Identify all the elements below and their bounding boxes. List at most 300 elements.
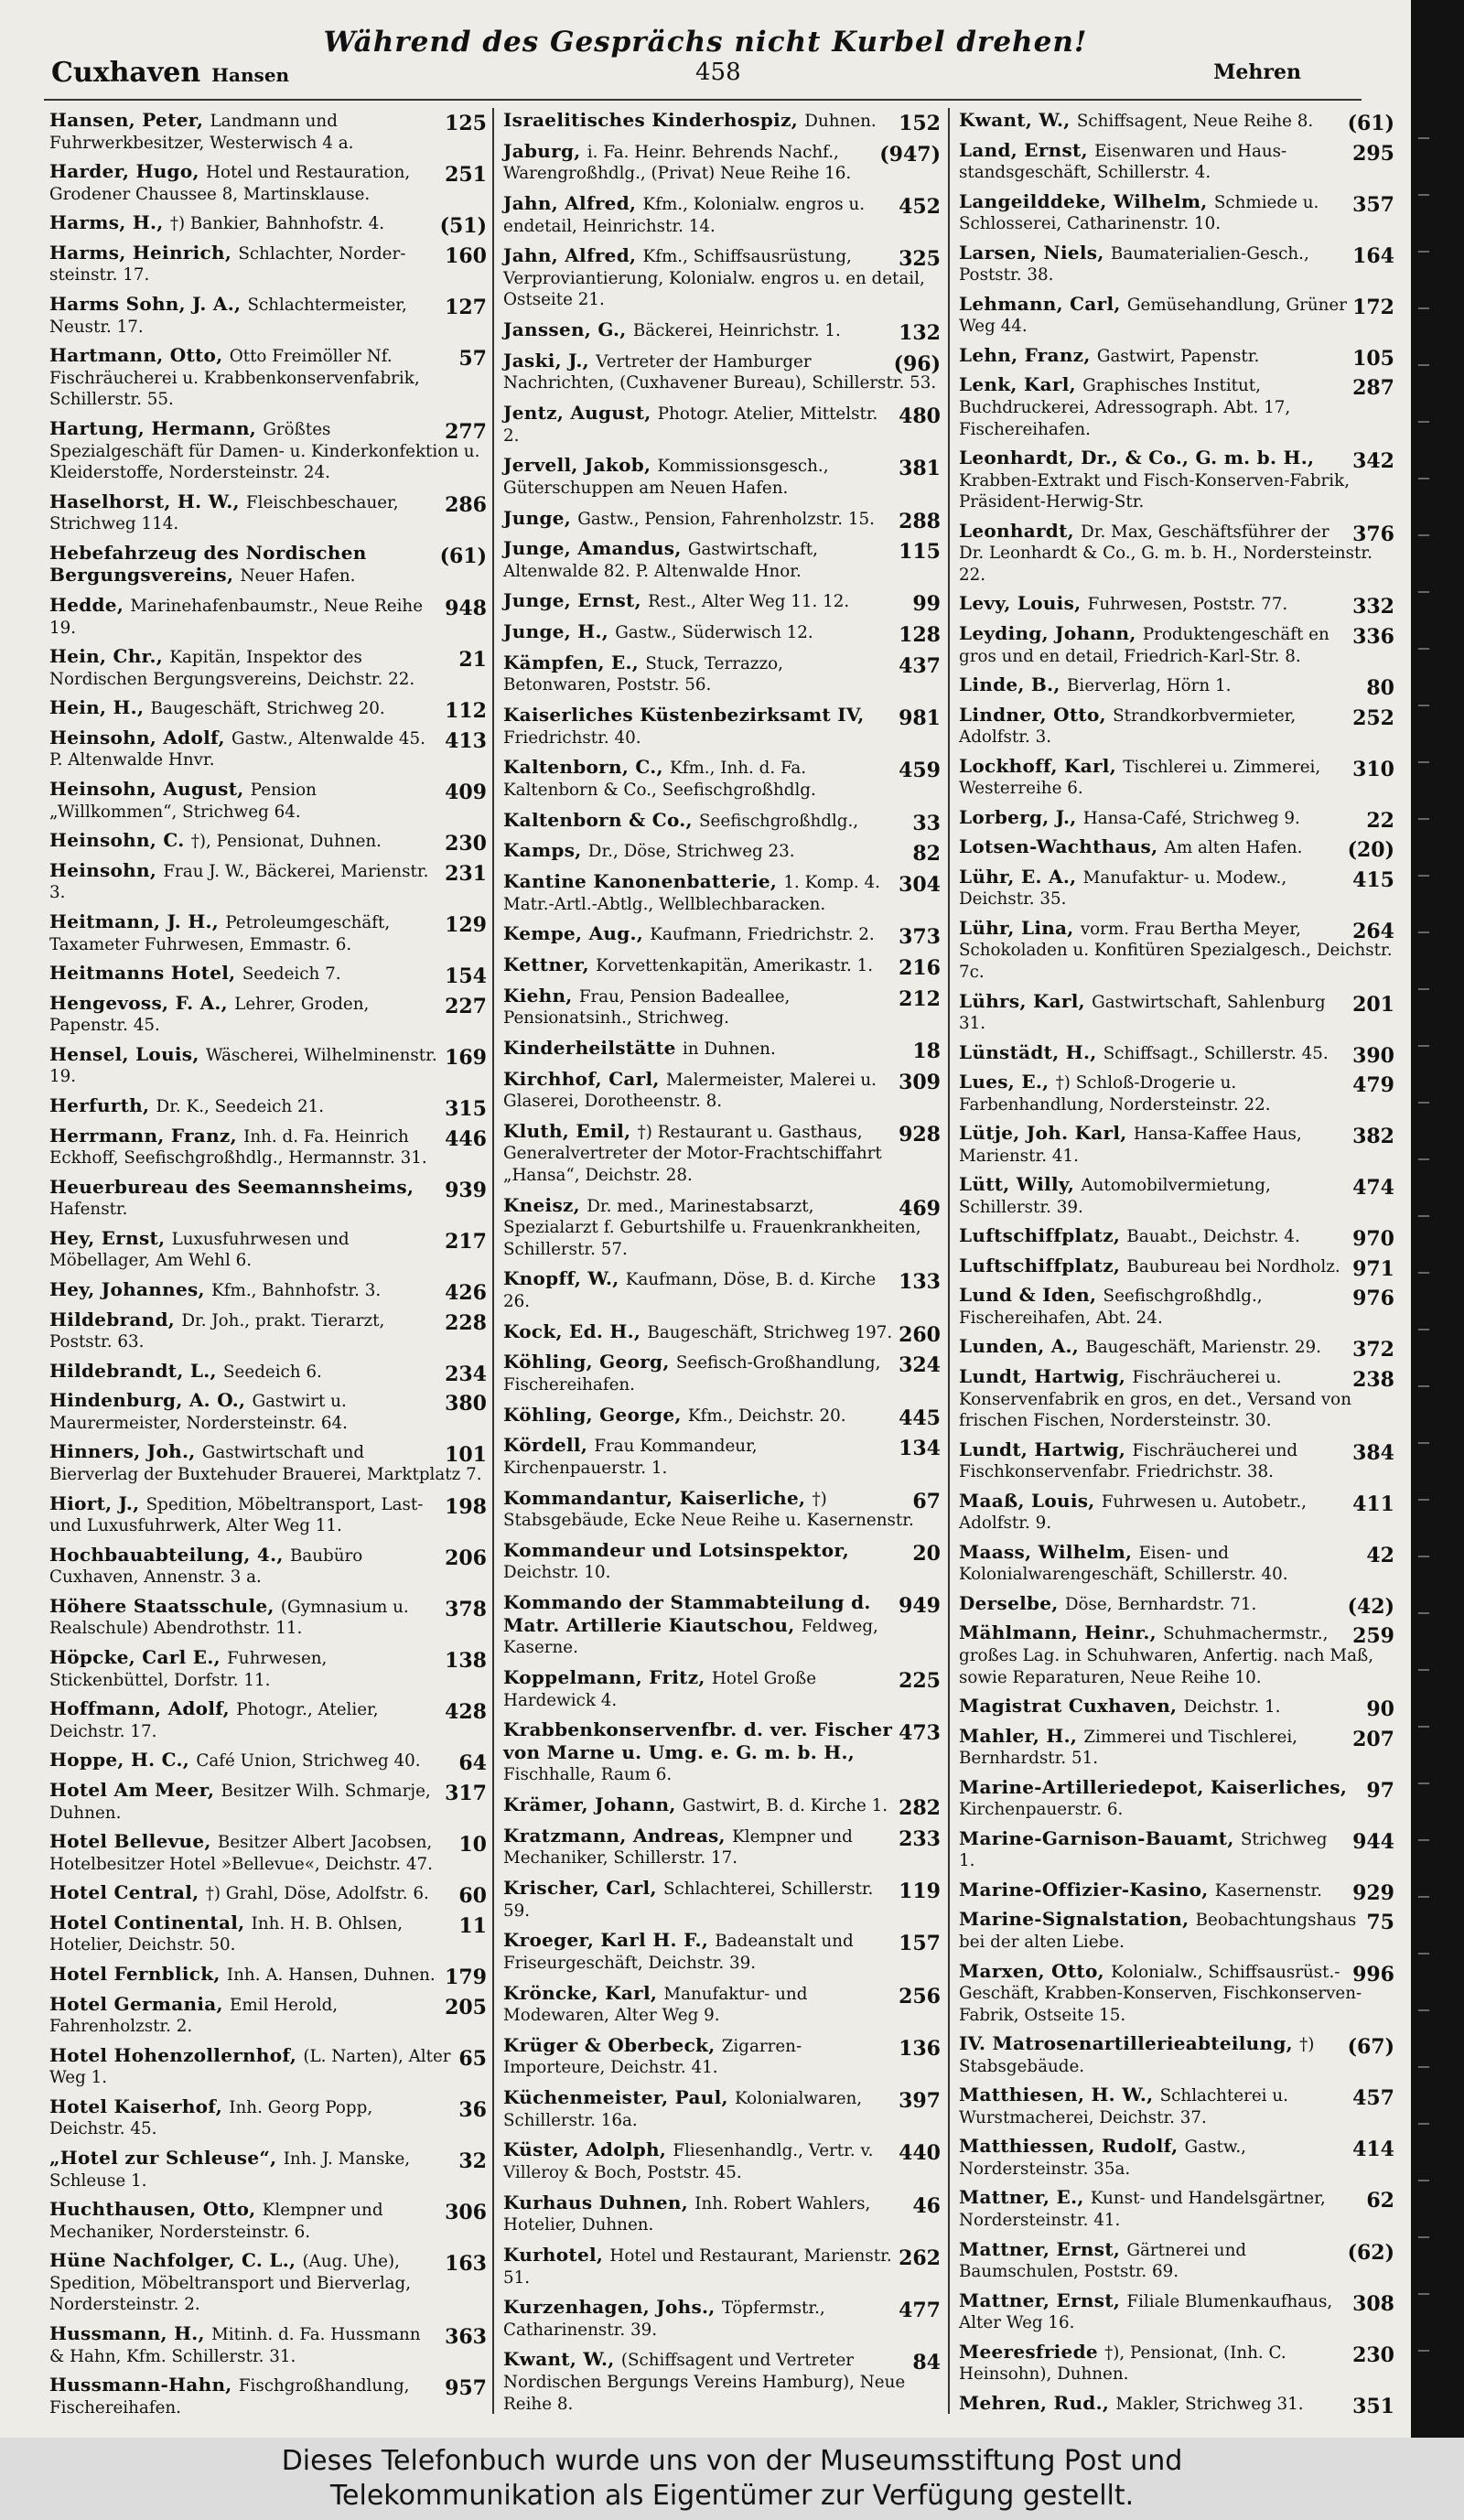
- entry-name: IV. Matrosenartillerieabteilung,: [959, 2032, 1300, 2055]
- phone-number: 227: [445, 994, 487, 1018]
- phone-number: 11: [458, 1913, 487, 1938]
- directory-entry: [49, 294, 487, 339]
- entry-name: Lundt, Hartwig,: [959, 1364, 1133, 1387]
- entry-name: Maass, Wilhelm,: [959, 1540, 1139, 1563]
- directory-entry: [503, 1268, 941, 1313]
- phone-number: 62: [1366, 2189, 1394, 2213]
- directory-entry: [959, 1491, 1394, 1535]
- entry-details: Filiale Blumenkaufhaus, Alter Weg 16.: [959, 2291, 1333, 2333]
- entry-name: Langeilddeke, Wilhelm,: [959, 189, 1214, 212]
- entry-details: Schuhmachermstr., großes Lag. in Schuhwaren, Anfertig. nach Maß, sowie Reparaturen, Neue Reihe 10.: [959, 1624, 1374, 1687]
- entry-name: Hebefahrzeug des Nordischen Bergungsvereins,: [49, 541, 367, 587]
- phone-number: 90: [1366, 1697, 1394, 1722]
- entry-name: Kämpfen, E.,: [503, 651, 646, 673]
- entry-name: Jentz, August,: [503, 402, 658, 424]
- directory-entry: [49, 1279, 487, 1303]
- directory-entry: [959, 1439, 1394, 1484]
- phone-number: 948: [445, 597, 487, 620]
- entry-details: Café Union, Strichweg 40.: [196, 1751, 421, 1772]
- directory-entry: [959, 2136, 1394, 2181]
- phone-number: 414: [1352, 2138, 1394, 2162]
- entry-details: Gastw., Süderwisch 12.: [615, 623, 813, 643]
- directory-entry: [959, 1828, 1394, 1873]
- edge-mark: [1418, 1442, 1429, 1444]
- directory-entry: [959, 2393, 1394, 2417]
- entry-name: Mählmann, Heinr.,: [959, 1621, 1164, 1644]
- entry-name: Kneisz,: [503, 1193, 587, 1216]
- entry-details: Inh. A. Hansen, Duhnen.: [226, 1965, 436, 1985]
- edge-mark: [1418, 1839, 1429, 1841]
- directory-entry: [503, 2192, 941, 2237]
- entry-name: Krüger & Oberbeck,: [503, 2033, 722, 2056]
- phone-number: 437: [899, 653, 941, 678]
- entry-details: Schmiede u. Schlosserei, Catharinenstr. 10.: [959, 192, 1319, 234]
- directory-entry: [503, 1667, 941, 1712]
- entry-details: Besitzer Wilh. Schmarje, Duhnen.: [49, 1781, 431, 1823]
- entry-name: Hotel Continental,: [49, 1911, 252, 1933]
- phone-number: 138: [445, 1649, 487, 1674]
- edge-mark: [1418, 2236, 1429, 2238]
- directory-entry: [49, 211, 487, 239]
- entry-details: Bierverlag, Hörn 1.: [1066, 676, 1232, 696]
- directory-entry: [49, 1831, 487, 1876]
- entry-name: Heinsohn, C.: [49, 829, 191, 852]
- phone-number: 445: [899, 1405, 941, 1430]
- entry-details: Kasernenstr.: [1214, 1880, 1322, 1901]
- entry-name: Hinners, Joh.,: [49, 1440, 202, 1463]
- entry-details: Inh. H. B. Ohlsen, Hotelier, Deichstr. 50.: [49, 1913, 404, 1955]
- entry-details: Fischräucherei und Fischkonservenfabr. Friedrichstr. 38.: [959, 1440, 1298, 1482]
- directory-entry: [49, 2375, 487, 2419]
- directory-entry: [503, 538, 941, 583]
- directory-entry: [959, 2290, 1394, 2335]
- phone-number: 282: [899, 1796, 941, 1821]
- phone-number: 309: [899, 1070, 941, 1094]
- entry-name: Kommandeur und Lotsinspektor,: [503, 1538, 850, 1561]
- entry-details: Hansa-Café, Strichweg 9.: [1082, 808, 1300, 828]
- directory-entry: [49, 696, 487, 724]
- entry-name: Mahler, H.,: [959, 1724, 1084, 1747]
- directory-entry: [503, 839, 941, 867]
- entry-name: Jaburg,: [503, 139, 587, 162]
- phone-number: 230: [1352, 2342, 1394, 2367]
- directory-entry: [959, 991, 1394, 1036]
- entry-name: Hildebrand,: [49, 1308, 182, 1330]
- entry-name: Lues, E.,: [959, 1071, 1056, 1093]
- directory-entry: [959, 1123, 1394, 1168]
- phone-number: 212: [899, 986, 941, 1011]
- edge-mark: [1418, 875, 1429, 877]
- phone-number: 981: [899, 706, 941, 731]
- phone-number: (42): [1347, 1594, 1394, 1619]
- directory-entry: [49, 2250, 487, 2317]
- directory-entry: [503, 1540, 941, 1585]
- entry-name: Hotel Kaiserhof,: [49, 2095, 230, 2117]
- phone-number: 363: [445, 2325, 487, 2350]
- directory-entry: [503, 1321, 941, 1345]
- phone-number: 160: [445, 243, 487, 268]
- phone-number: 84: [912, 2351, 941, 2375]
- directory-entry: [959, 1072, 1394, 1116]
- edge-mark: [1418, 1782, 1429, 1784]
- entry-name: Larsen, Niels,: [959, 241, 1111, 264]
- entry-name: Luftschiffplatz,: [959, 1254, 1127, 1276]
- entry-details: Otto Freimöller Nf. Fischräucherei u. Krabbenkonservenfabrik, Schillerstr. 55.: [49, 347, 420, 410]
- entry-details: Kfm., Kolonialw. engros u. endetail, Heinrichstr. 14.: [503, 194, 866, 236]
- directory-entry: [959, 1726, 1394, 1771]
- entry-details: Größtes Spezialgeschäft für Damen- u. Kinderkonfektion u. Kleiderstoffe, Nordersteinstr. 24.: [49, 419, 480, 483]
- entry-details: Eisen- und Kolonialwarengeschäft, Schillerstr. 40.: [959, 1543, 1288, 1585]
- phone-number: 164: [1352, 243, 1394, 268]
- entry-name: Hotel Germania,: [49, 1992, 231, 2015]
- entry-details: Automobilvermietung, Schillerstr. 39.: [959, 1176, 1271, 1217]
- entry-details: Feldweg, Kaserne.: [503, 1616, 878, 1658]
- entry-details: Fischhalle, Raum 6.: [503, 1765, 673, 1785]
- entry-details: Kfm., Inh. d. Fa. Kaltenborn & Co., Seefischgroßhdlg.: [503, 759, 816, 800]
- edge-mark: [1418, 534, 1429, 536]
- column-2: [503, 110, 941, 2425]
- entry-details: †) Schloß-Drogerie u. Farbenhandlung, Nordersteinstr. 22.: [959, 1073, 1271, 1115]
- phone-number: 308: [1352, 2291, 1394, 2316]
- from-name: Hansen: [211, 64, 290, 86]
- entry-details: Kolonialwaren, Schillerstr. 16a.: [503, 2089, 863, 2130]
- directory-entry: [49, 242, 487, 287]
- entry-details: Strichweg 1.: [959, 1829, 1328, 1871]
- phone-number: 939: [445, 1178, 487, 1202]
- directory-entry: [49, 1044, 487, 1089]
- entry-details: Hansa-Kaffee Haus, Marienstr. 41.: [959, 1125, 1302, 1166]
- entry-details: Wäscherei, Wilhelminenstr. 19.: [49, 1045, 437, 1087]
- edge-mark: [1418, 2009, 1429, 2011]
- entry-details: †) Restaurant u. Gasthaus, Generalvertreter der Motor-Frachtschiffahrt „Hansa“, Deichstr. 28.: [503, 1122, 882, 1185]
- entry-name: Krabbenkonservenfbr. d. ver. Fischer von Marne u. Umg. e. G. m. b. H.,: [503, 1718, 893, 1763]
- entry-details: Baumaterialien-Gesch., Poststr. 38.: [959, 243, 1309, 285]
- phone-number: 42: [1366, 1543, 1394, 1567]
- directory-entry: [959, 623, 1394, 668]
- phone-number: 172: [1352, 295, 1394, 319]
- directory-entry: [959, 294, 1394, 339]
- directory-entry: [49, 2096, 487, 2141]
- entry-name: Küster, Adolph,: [503, 2138, 673, 2161]
- edge-mark: [1418, 2180, 1429, 2181]
- phone-number: 57: [458, 347, 487, 372]
- directory-entry: [49, 1749, 487, 1776]
- page-number: 458: [695, 59, 741, 86]
- entry-details: Baubüro Cuxhaven, Annenstr. 3 a.: [49, 1545, 363, 1588]
- phone-number: 380: [445, 1392, 487, 1416]
- directory-entry: [959, 1909, 1394, 1954]
- phone-number: 264: [1352, 919, 1394, 943]
- phone-number: 251: [445, 163, 487, 188]
- entry-name: Heinsohn, August,: [49, 778, 251, 801]
- directory-entry: [49, 2148, 487, 2192]
- directory-entry: [49, 491, 487, 536]
- directory-entry: [503, 1405, 941, 1428]
- entry-details: Zigarren-Importeure, Deichstr. 41.: [503, 2036, 802, 2078]
- edge-mark: [1418, 1612, 1429, 1614]
- entry-details: Gastwirt u. Maurermeister, Nordersteinstr. 64.: [49, 1392, 348, 1433]
- phone-number: 198: [445, 1494, 487, 1519]
- phone-number: 105: [1352, 346, 1394, 371]
- phone-number: 332: [1352, 595, 1394, 619]
- entry-details: (Aug. Uhe), Spedition, Möbeltransport und Bierverlag, Nordersteinstr. 2.: [49, 2252, 412, 2315]
- edge-mark: [1418, 761, 1429, 763]
- phone-number: 99: [912, 592, 941, 617]
- entry-details: Deichstr. 1.: [1183, 1697, 1281, 1718]
- entry-name: Lenk, Karl,: [959, 373, 1083, 396]
- directory-entry: [959, 2033, 1394, 2078]
- phone-number: 452: [899, 194, 941, 219]
- phone-number: 286: [445, 492, 487, 517]
- directory-entry: [49, 2323, 487, 2368]
- phone-number: 33: [912, 811, 941, 835]
- entry-name: Junge,: [503, 506, 578, 529]
- phone-number: 324: [899, 1353, 941, 1378]
- entry-details: Fuhrwesen, Stickenbüttel, Dorfstr. 11.: [49, 1649, 328, 1690]
- directory-entry: [503, 871, 941, 916]
- entry-name: Hein, H.,: [49, 696, 151, 719]
- entry-details: Malermeister, Malerei u. Glaserei, Dorotheenstr. 8.: [503, 1070, 877, 1112]
- entry-details: Lehrer, Groden, Papenstr. 45.: [49, 994, 370, 1036]
- directory-entry: [503, 1038, 941, 1061]
- phone-number: 304: [899, 872, 941, 897]
- entry-details: Hotel Große Hardewick 4.: [503, 1669, 817, 1710]
- entry-name: Hoffmann, Adolf,: [49, 1697, 237, 1720]
- entry-details: Schiffsagt., Schillerstr. 45.: [1103, 1043, 1329, 1063]
- entry-details: Kfm., Bahnhofstr. 3.: [211, 1280, 382, 1300]
- directory-entry: [959, 191, 1394, 236]
- entry-details: Marinehafenbaumstr., Neue Reihe 19.: [49, 597, 424, 638]
- directory-entry: [503, 954, 941, 978]
- entry-details: Luxusfuhrwesen und Möbellager, Am Wehl 6.: [49, 1229, 350, 1271]
- entry-name: Herfurth,: [49, 1093, 156, 1116]
- directory-entry: [49, 161, 487, 206]
- directory-entry: [503, 110, 941, 134]
- entry-name: Lünstädt, H.,: [959, 1040, 1103, 1063]
- directory-entry: [959, 521, 1394, 587]
- directory-entry: [959, 2239, 1394, 2284]
- entry-details: Baubureau bei Nordholz.: [1126, 1256, 1340, 1276]
- directory-entry: [503, 193, 941, 238]
- entry-details: †) Stabsgebäude, Ecke Neue Reihe u. Kasernenstr.: [503, 1489, 914, 1531]
- entry-details: Am alten Hafen.: [1164, 838, 1303, 858]
- entry-name: Janssen, G.,: [503, 318, 633, 341]
- entry-details: Gärtnerei und Baumschulen, Poststr. 69.: [959, 2240, 1247, 2282]
- phone-number: 225: [899, 1669, 941, 1694]
- entry-details: †) Stabsgebäude.: [959, 2035, 1315, 2076]
- entry-details: †), Pensionat, (Inh. C. Heinsohn), Duhnen.: [959, 2342, 1286, 2385]
- entry-name: Magistrat Cuxhaven,: [959, 1695, 1184, 1718]
- phone-number: 97: [1366, 1778, 1394, 1803]
- column-divider: [948, 108, 950, 2414]
- entry-details: Deichstr. 10.: [503, 1563, 611, 1583]
- entry-details: Badeanstalt und Friseurgeschäft, Deichstr. 39.: [503, 1932, 854, 1973]
- phone-number: 473: [899, 1721, 941, 1746]
- directory-entry: [959, 1366, 1394, 1433]
- phone-number: 234: [445, 1362, 487, 1386]
- directory-entry: [49, 1309, 487, 1354]
- directory-entry: [503, 1592, 941, 1660]
- phone-number: 157: [899, 1932, 941, 1956]
- phone-number: 228: [445, 1310, 487, 1335]
- directory-entry: [503, 1930, 941, 1975]
- entry-details: Strandkorbvermieter, Adolfstr. 3.: [959, 705, 1297, 748]
- entry-name: Köhling, Georg,: [503, 1351, 676, 1373]
- directory-entry: [959, 673, 1394, 701]
- entry-details: †) Grahl, Döse, Adolfstr. 6.: [205, 1884, 429, 1904]
- entry-name: Lotsen-Wachthaus,: [959, 835, 1165, 858]
- entry-details: Kunst- und Handelsgärtner, Nordersteinstr. 41.: [959, 2189, 1326, 2231]
- entry-details: (L. Narten), Alter Weg 1.: [49, 2046, 451, 2088]
- directory-entry: [49, 1441, 487, 1486]
- directory-entry: [503, 1983, 941, 2028]
- phone-number: 976: [1352, 1287, 1394, 1311]
- phone-number: 288: [899, 509, 941, 533]
- entry-name: Kratzmann, Andreas,: [503, 1824, 733, 1847]
- phone-number: 216: [899, 955, 941, 980]
- entry-details: Gastw., Pension, Fahrenholzstr. 15.: [577, 509, 875, 529]
- phone-number: 397: [899, 2089, 941, 2114]
- entry-details: Gastwirt, B. d. Kirche 1.: [682, 1796, 888, 1816]
- directory-entry: [959, 807, 1394, 831]
- entry-details: Pension „Willkommen“, Strichweg 64.: [49, 781, 317, 822]
- edge-mark: [1418, 2123, 1429, 2125]
- entry-name: Junge, Amandus,: [503, 537, 688, 560]
- entry-details: Döse, Bernhardstr. 71.: [1064, 1594, 1257, 1614]
- directory-entry: [49, 1493, 487, 1538]
- entry-name: Lehmann, Carl,: [959, 292, 1127, 315]
- directory-entry: [959, 918, 1394, 985]
- entry-details: Kapitän, Inspektor des Nordischen Bergungsvereins, Deichstr. 22.: [49, 648, 415, 689]
- entry-details: Manufaktur- u. Modew., Deichstr. 35.: [959, 867, 1287, 910]
- edge-mark: [1418, 1669, 1429, 1671]
- directory-entry: [959, 374, 1394, 441]
- phone-number: 477: [899, 2299, 941, 2323]
- phone-number: 152: [899, 112, 941, 135]
- phone-number: 996: [1352, 1962, 1394, 1987]
- entry-details: Seedeich 7.: [242, 964, 341, 985]
- entry-name: Hotel Am Meer,: [49, 1778, 221, 1801]
- directory-entry: [49, 860, 487, 905]
- phone-number: 277: [445, 419, 487, 444]
- entry-details: Inh. Robert Wahlers, Hotelier, Duhnen.: [503, 2193, 871, 2235]
- entry-name: Hochbauabteilung, 4.,: [49, 1543, 290, 1566]
- entry-name: Lührs, Karl,: [959, 989, 1093, 1012]
- entry-details: Frau Kommandeur, Kirchenpauerstr. 1.: [503, 1437, 758, 1478]
- entry-name: Levy, Louis,: [959, 592, 1088, 615]
- entry-name: Hussmann, H.,: [49, 2322, 212, 2345]
- entry-name: Lundt, Hartwig,: [959, 1438, 1133, 1460]
- directory-entry: [49, 911, 487, 956]
- entry-details: Frau, Pension Badeallee, Pensionatsinh., Strichweg.: [503, 986, 791, 1028]
- edge-mark: [1418, 1556, 1429, 1557]
- entry-name: Kwant, W.,: [503, 2348, 621, 2371]
- edge-mark: [1418, 2293, 1429, 2295]
- entry-name: Hotel Hohenzollernhof,: [49, 2043, 304, 2066]
- directory-entry: [49, 595, 487, 640]
- phone-number: 136: [899, 2036, 941, 2061]
- entry-name: Leonhardt,: [959, 519, 1082, 542]
- phone-number: 231: [445, 861, 487, 886]
- entry-name: Marine-Offizier-Kasino,: [959, 1878, 1215, 1901]
- entry-name: Hartung, Hermann,: [49, 416, 264, 439]
- directory-entry: [959, 1255, 1394, 1279]
- entry-details: Klempner und Mechaniker, Nordersteinstr. 6.: [49, 2201, 383, 2242]
- directory-entry: [49, 1780, 487, 1825]
- phone-number: 256: [899, 1984, 941, 2008]
- phone-number: 459: [899, 759, 941, 783]
- directory-entry: [959, 1622, 1394, 1689]
- entry-details: Seedeich 6.: [223, 1362, 322, 1382]
- entry-name: Lütje, Joh. Karl,: [959, 1122, 1134, 1145]
- directory-entry: [959, 345, 1394, 369]
- entry-details: Besitzer Albert Jacobsen, Hotelbesitzer Hotel »Bellevue«, Deichstr. 47.: [49, 1833, 433, 1874]
- phone-number: 18: [912, 1039, 941, 1063]
- entry-name: Heinsohn,: [49, 858, 164, 881]
- column-divider: [492, 108, 494, 2414]
- entry-details: Zimmerei und Tischlerei, Bernhardstr. 51.: [959, 1727, 1297, 1769]
- entry-name: Marine-Artilleriedepot, Kaiserliches,: [959, 1775, 1348, 1798]
- entry-name: Kröncke, Karl,: [503, 1981, 664, 2004]
- entry-details: Gemüsehandlung, Grüner Weg 44.: [959, 295, 1347, 337]
- phone-number: 446: [445, 1126, 487, 1151]
- directory-entry: [49, 1647, 487, 1692]
- entry-details: Beobachtungshaus bei der alten Liebe.: [959, 1911, 1357, 1952]
- entry-name: Luftschiffplatz,: [959, 1224, 1127, 1247]
- page-edge: [1411, 0, 1464, 2438]
- edge-mark: [1418, 932, 1429, 933]
- directory-entry: [959, 1695, 1394, 1722]
- entry-name: Mehren, Rud.,: [959, 2391, 1116, 2414]
- edge-mark: [1418, 1329, 1429, 1330]
- entry-details: Friedrichstr. 40.: [503, 727, 641, 748]
- directory-entry: [959, 1593, 1394, 1617]
- entry-name: Huchthausen, Otto,: [49, 2198, 263, 2221]
- entry-name: Junge, Ernst,: [503, 589, 649, 612]
- entry-name: Kommandantur, Kaiserliche,: [503, 1486, 813, 1509]
- directory-entry: [49, 1912, 487, 1957]
- entry-name: Herrmann, Franz,: [49, 1124, 244, 1147]
- entry-name: „Hotel zur Schleuse“,: [49, 2146, 284, 2169]
- entry-name: Hansen, Peter,: [49, 109, 210, 131]
- phone-number: 474: [1352, 1176, 1394, 1201]
- entry-details: Spedition, Möbeltransport, Last- und Luxusfuhrwerk, Alter Weg 11.: [49, 1494, 424, 1536]
- phone-number: 336: [1352, 624, 1394, 649]
- phone-number: 970: [1352, 1227, 1394, 1252]
- entry-details: Makler, Strichweg 31.: [1115, 2394, 1304, 2414]
- directory-entry: [503, 350, 941, 395]
- directory-entry: [959, 593, 1394, 617]
- directory-entry: [959, 1336, 1394, 1360]
- edge-mark: [1418, 1272, 1429, 1274]
- directory-entry: [503, 922, 941, 950]
- edge-mark: [1418, 591, 1429, 593]
- entry-name: Haselhorst, H. W.,: [49, 490, 247, 512]
- entry-name: Marine-Garnison-Bauamt,: [959, 1826, 1241, 1849]
- phone-number: 132: [899, 321, 941, 346]
- directory-entry: [49, 1228, 487, 1273]
- edge-mark: [1418, 1215, 1429, 1217]
- edge-mark: [1418, 478, 1429, 479]
- directory-entry: [49, 1361, 487, 1384]
- entry-details: Gastwirtschaft und Bierverlag der Buxtehuder Brauerei, Marktplatz 7.: [49, 1443, 482, 1484]
- edge-mark: [1418, 818, 1429, 820]
- column-1: [49, 110, 487, 2425]
- phone-number: (61): [439, 544, 487, 568]
- entry-name: Hüne Nachfolger, C. L.,: [49, 2249, 303, 2272]
- entry-name: Derselbe,: [959, 1591, 1065, 1614]
- entry-name: Junge, H.,: [503, 620, 616, 643]
